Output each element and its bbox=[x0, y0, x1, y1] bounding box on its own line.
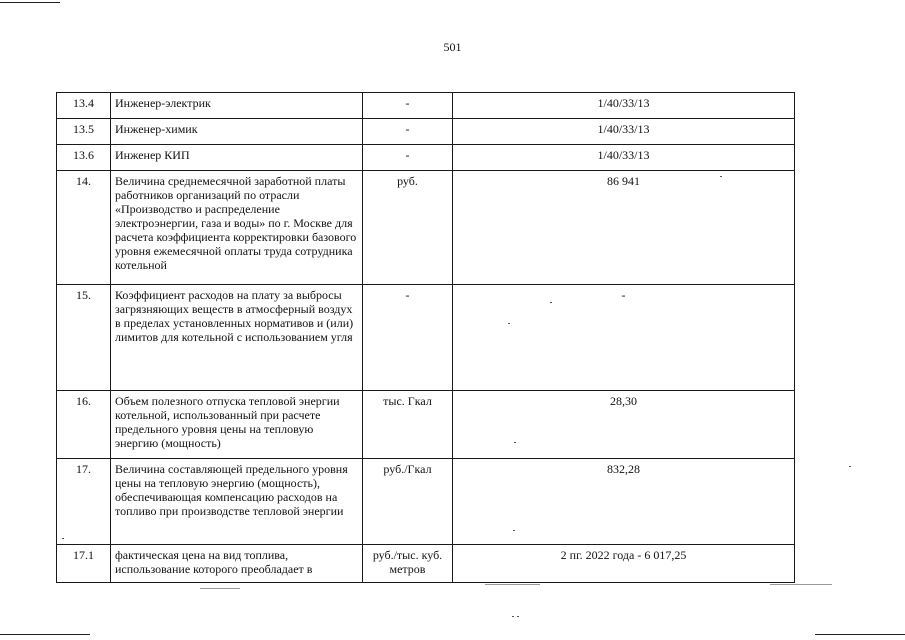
row-unit: - bbox=[363, 285, 453, 391]
table-row bbox=[57, 119, 795, 145]
table-row bbox=[57, 391, 795, 459]
row-number: 16. bbox=[57, 391, 111, 459]
data-table bbox=[56, 92, 795, 583]
scan-streak bbox=[200, 588, 240, 589]
row-name: Величина составляющей предельного уровня цены на тепловую энергию (мощность), обеспечивающая компенсацию расходов на топливо при производстве тепловой энергии bbox=[111, 459, 363, 545]
row-value: 832,28 bbox=[453, 459, 795, 545]
row-value: 1/40/33/13 bbox=[453, 93, 795, 119]
row-unit: руб. bbox=[363, 171, 453, 285]
scan-speck bbox=[508, 323, 510, 324]
scan-speck bbox=[514, 442, 516, 443]
scan-edge-top-left bbox=[0, 2, 60, 3]
table-row bbox=[57, 545, 795, 583]
row-name: Величина среднемесячной заработной платы работников организаций по отрасли «Производство и распределение электроэнергии, газа и воды» по г. Москве для расчета коэффициента корректировки базового уровня ежемесячной оплаты труда сотрудника котельной bbox=[111, 171, 363, 285]
scan-speck bbox=[62, 538, 64, 539]
row-number: 14. bbox=[57, 171, 111, 285]
row-unit: - bbox=[363, 93, 453, 119]
row-number: 13.6 bbox=[57, 145, 111, 171]
row-unit: руб./Гкал bbox=[363, 459, 453, 545]
row-name: Инженер-электрик bbox=[111, 93, 363, 119]
scan-edge-bottom-right bbox=[815, 634, 905, 635]
row-unit: руб./тыс. куб. метров bbox=[363, 545, 453, 583]
row-name: Инженер КИП bbox=[111, 145, 363, 171]
row-name: Объем полезного отпуска тепловой энергии котельной, использованный при расчете предельного уровня цены на тепловую энергию (мощность) bbox=[111, 391, 363, 459]
row-name: фактическая цена на вид топлива, использование которого преобладает в bbox=[111, 545, 363, 583]
table-row bbox=[57, 459, 795, 545]
row-value: 28,30 bbox=[453, 391, 795, 459]
row-number: 13.5 bbox=[57, 119, 111, 145]
row-number: 17.1 bbox=[57, 545, 111, 583]
row-unit: - bbox=[363, 119, 453, 145]
row-name: Коэффициент расходов на плату за выбросы загрязняющих веществ в атмосферный воздух в пределах установленных нормативов и (или) лимитов для котельной с использованием угля bbox=[111, 285, 363, 391]
scan-speck bbox=[513, 530, 515, 531]
row-value: 1/40/33/13 bbox=[453, 145, 795, 171]
row-value: 2 пг. 2022 года - 6 017,25 bbox=[453, 545, 795, 583]
table-row bbox=[57, 93, 795, 119]
scan-speck bbox=[512, 616, 514, 617]
scan-edge-bottom-left bbox=[0, 634, 90, 635]
scan-streak bbox=[485, 584, 540, 585]
scan-speck bbox=[849, 466, 851, 467]
table-row bbox=[57, 285, 795, 391]
row-unit: - bbox=[363, 145, 453, 171]
row-number: 15. bbox=[57, 285, 111, 391]
table-row bbox=[57, 171, 795, 285]
row-unit: тыс. Гкал bbox=[363, 391, 453, 459]
row-value: - bbox=[453, 285, 795, 391]
row-number: 17. bbox=[57, 459, 111, 545]
row-name: Инженер-химик bbox=[111, 119, 363, 145]
scan-streak bbox=[770, 584, 832, 585]
row-number: 13.4 bbox=[57, 93, 111, 119]
row-value: 86 941 bbox=[453, 171, 795, 285]
table-row bbox=[57, 145, 795, 171]
scan-speck bbox=[550, 302, 552, 303]
page-number: 501 bbox=[443, 40, 462, 54]
scan-speck bbox=[517, 616, 519, 617]
row-value: 1/40/33/13 bbox=[453, 119, 795, 145]
scan-speck bbox=[720, 176, 722, 177]
